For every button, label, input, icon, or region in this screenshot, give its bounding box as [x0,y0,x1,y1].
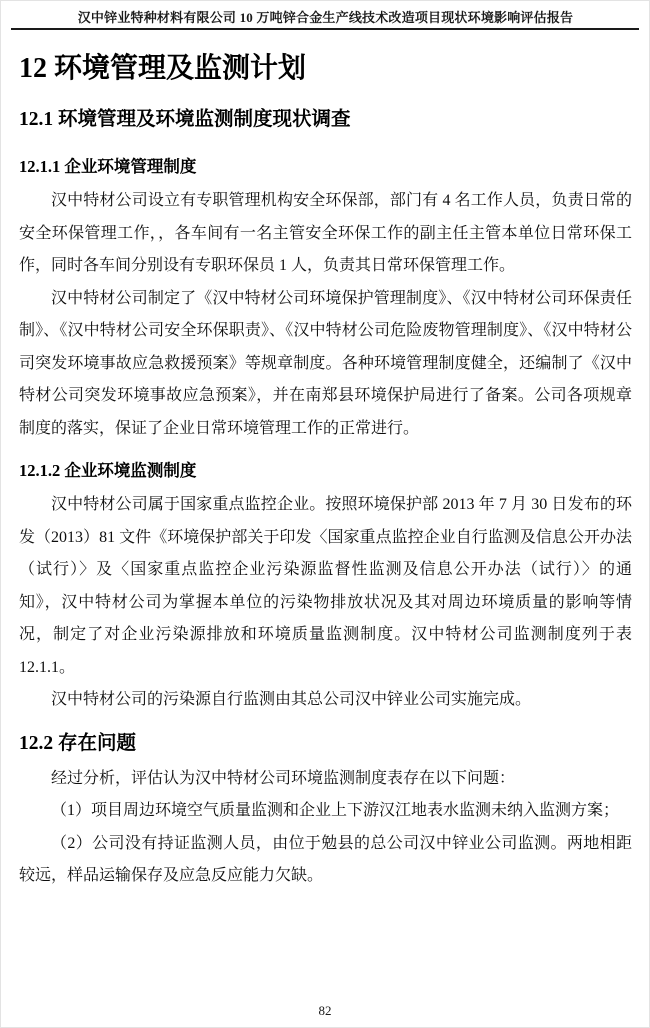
paragraph-12-1-1-management-staff: 汉中特材公司设立有专职管理机构安全环保部，部门有 4 名工作人员，负责日常的安全环保管理工作，，各车间有一名主管安全环保工作的副主任主管本单位日常环保工作，同时各车间分别设有专职环保员 1 人，负责其日常环保管理工作。 [19,192,632,274]
paragraph-12-2-intro: 经过分析，评估认为汉中特材公司环境监测制度表存在以下问题： [51,769,516,787]
section-12-1-1-heading: 12.1.1 企业环境管理制度 [19,157,197,176]
page-content [1,1,649,893]
paragraph-12-2-issue-2: （2）公司没有持证监测人员，由位于勉县的总公司汉中锌业公司监测。两地相距较远，样品运输保存及应急反应能力欠缺。 [19,834,632,884]
paragraph-12-1-2-monitoring-system: 汉中特材公司属于国家重点监控企业。按照环境保护部 2013 年 7 月 30 日发布的环发（2013）81 文件《环境保护部关于印发〈国家重点监控企业自行监测及信息公开办法（试行）〉及〈国家重点监控企业污染源监督性监测及信息公开办法（试行）〉的通知》，汉中特材公司为掌握本单位的污染物排放状况及其对周边环境质量的影响等情况，制定了对企业污染源排放和环境质量监测制度。汉中特材公司监测制度列于表 12.1.1。 [19,496,632,676]
page-header [19,9,632,30]
page-footer [1,1003,649,1019]
section-12-2-heading: 12.2 存在问题 [19,732,137,754]
document-body [19,51,632,893]
page-number: 82 [318,1003,332,1018]
section-12-1-2-heading: 12.1.2 企业环境监测制度 [19,461,197,480]
paragraph-12-1-2-self-monitoring: 汉中特材公司的污染源自行监测由其总公司汉中锌业公司实施完成。 [51,691,532,708]
chapter-12-heading: 12 环境管理及监测计划 [19,53,307,84]
header-divider-line [11,28,639,30]
running-header-title: 汉中锌业特种材料有限公司 10 万吨锌合金生产线技术改造项目现状环境影响评估报告 [77,10,574,25]
paragraph-12-2-issue-1: （1）项目周边环境空气质量监测和企业上下游汉江地表水监测未纳入监测方案； [51,802,620,819]
paragraph-12-1-1-regulations: 汉中特材公司制定了《汉中特材公司环境保护管理制度》、《汉中特材公司环保责任制》、《汉中特材公司安全环保职责》、《汉中特材公司危险废物管理制度》、《汉中特材公司突发环境事故应急救援预案》等规章制度。各种环境管理制度健全，还编制了《汉中特材公司突发环境事故应急预案》，并在南郑县环境保护局进行了备案。公司各项规章制度的落实，保证了企业日常环境管理工作的正常进行。 [19,289,632,437]
section-12-1-heading: 12.1 环境管理及环境监测制度现状调查 [19,109,351,130]
